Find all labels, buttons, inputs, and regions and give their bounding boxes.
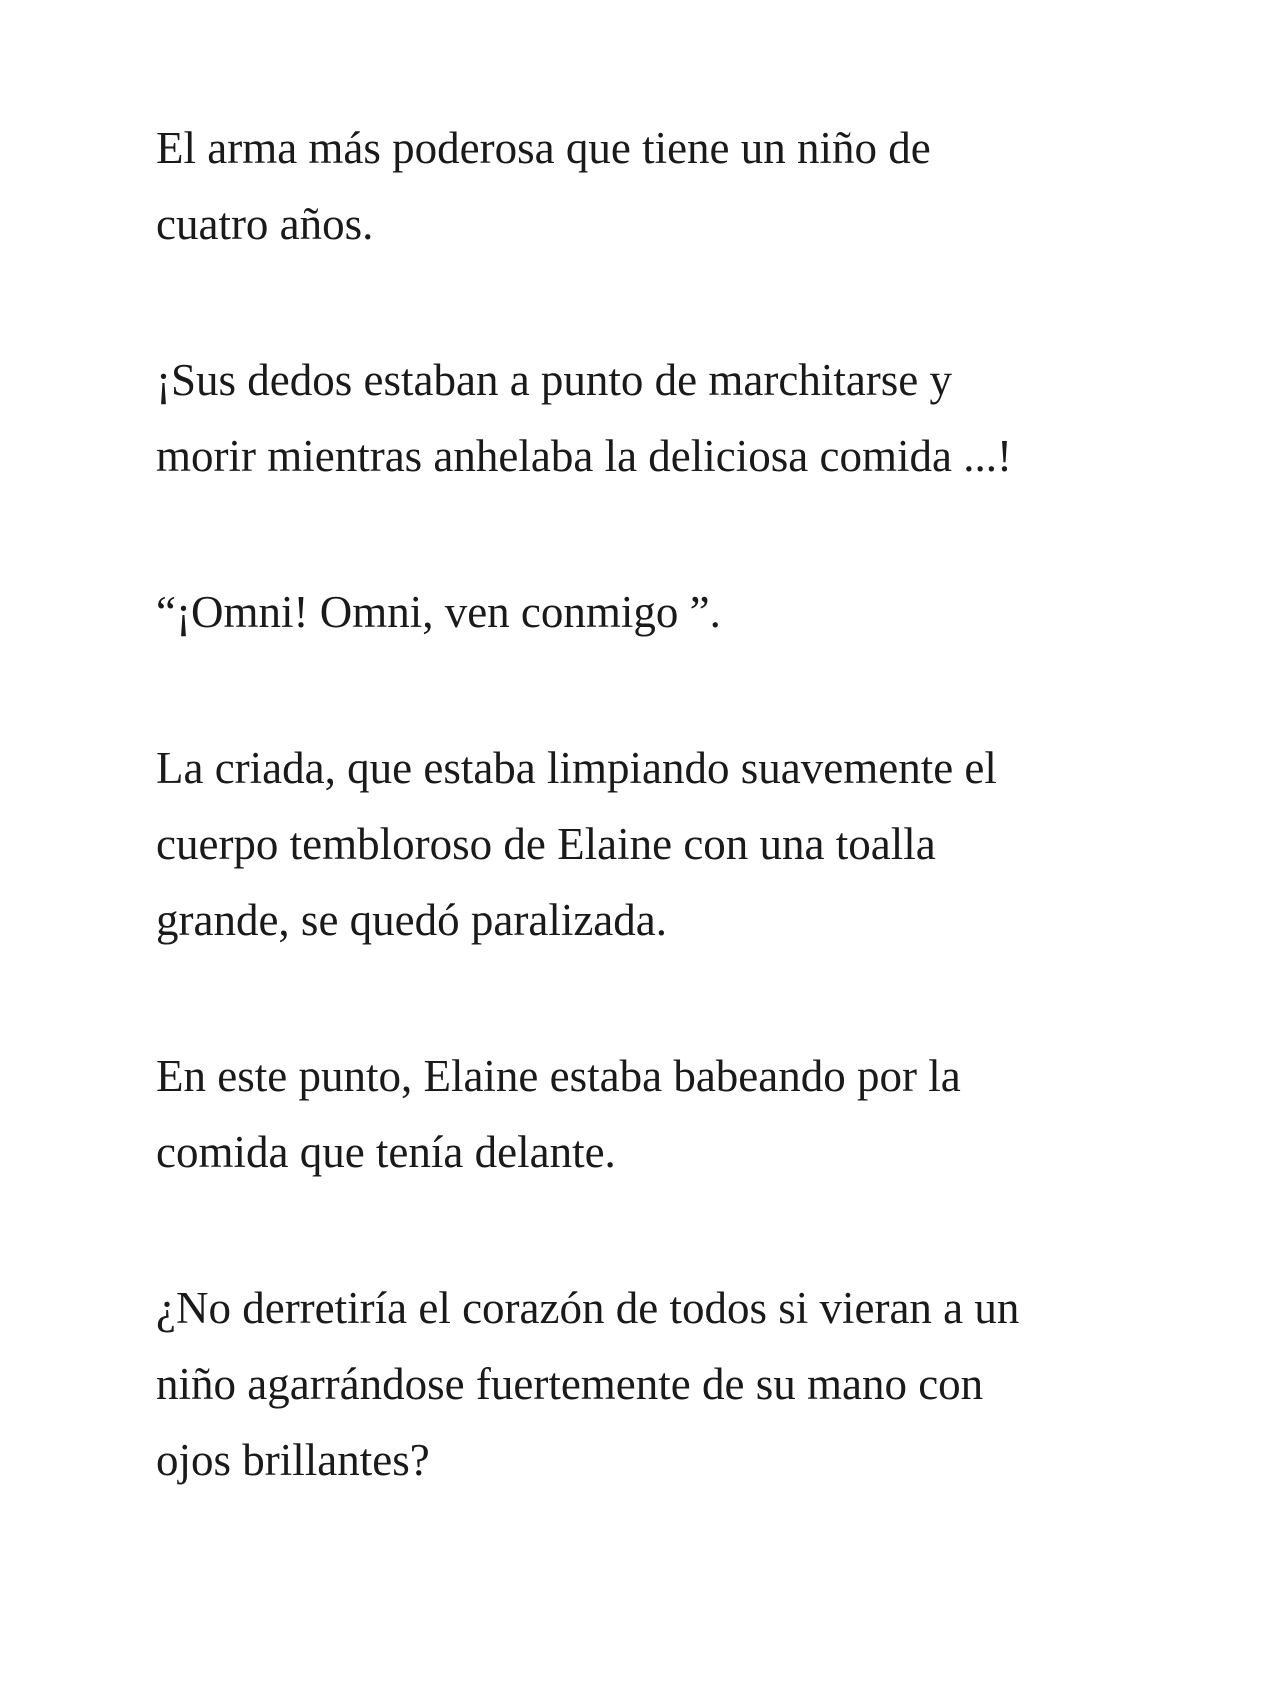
text-line: grande, se quedó paralizada. — [156, 895, 667, 945]
text-line: En este punto, Elaine estaba babeando por la — [156, 1051, 961, 1101]
text-line: ojos brillantes? — [156, 1435, 430, 1485]
paragraph-4 — [156, 730, 1156, 958]
text-line: La criada, que estaba limpiando suavemente el — [156, 743, 997, 793]
text-line: comida que tenía delante. — [156, 1127, 616, 1177]
text-line: ¡Sus dedos estaban a punto de marchitarse y — [156, 355, 953, 405]
text-line: niño agarrándose fuertemente de su mano con — [156, 1359, 984, 1409]
paragraph-2 — [156, 342, 1156, 494]
paragraph-6 — [156, 1270, 1156, 1498]
text-line: El arma más poderosa que tiene un niño de — [156, 123, 931, 173]
text-line: ¿No derretiría el corazón de todos si vieran a un — [156, 1283, 1020, 1333]
text-line: morir mientras anhelaba la deliciosa comida ...! — [156, 431, 1012, 481]
paragraph-5 — [156, 1038, 1156, 1190]
paragraph-1 — [156, 110, 1156, 262]
story-text — [156, 110, 1156, 1578]
text-line: “¡Omni! Omni, ven conmigo ”. — [156, 587, 721, 637]
paragraph-3 — [156, 574, 1156, 650]
text-line: cuatro años. — [156, 199, 374, 249]
text-line: cuerpo tembloroso de Elaine con una toalla — [156, 819, 936, 869]
